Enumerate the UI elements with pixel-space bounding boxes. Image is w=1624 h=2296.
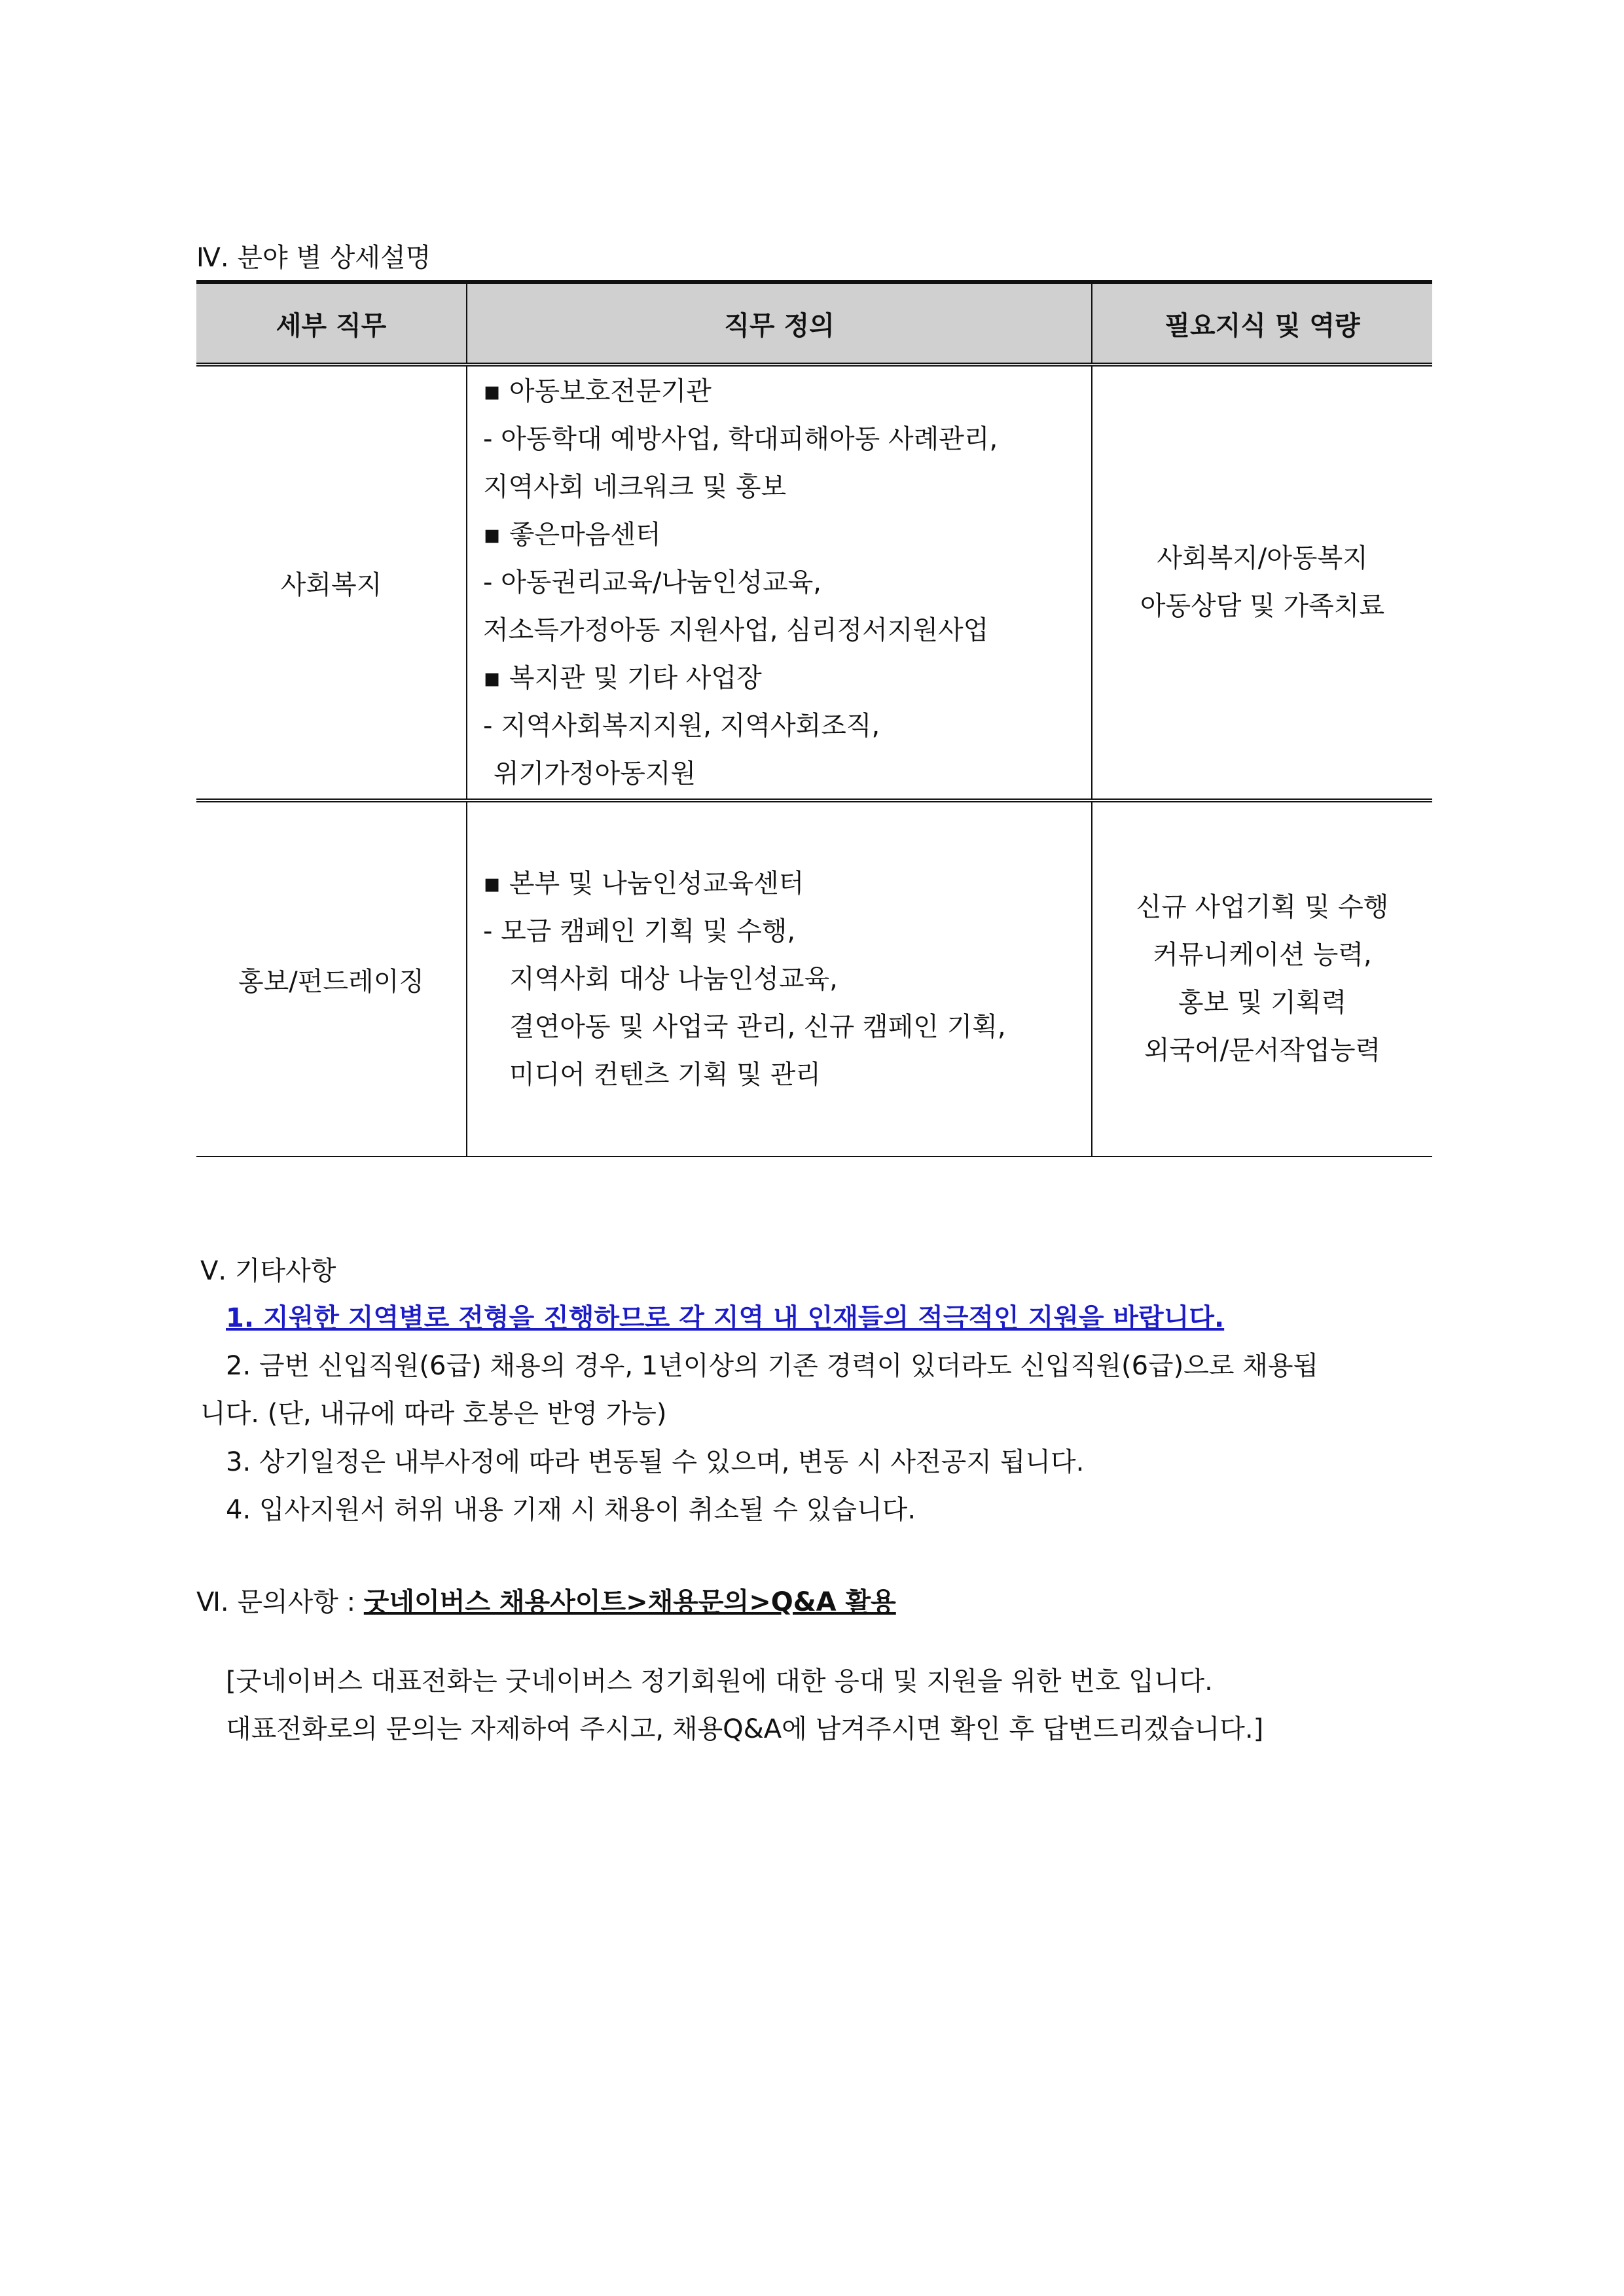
section6-title-prefix: Ⅵ. 문의사항 : (196, 1587, 364, 1617)
definition-line: - 아동학대 예방사업, 학대피해아동 사례관리, (483, 423, 998, 454)
notice-item-3: 3. 상기일정은 내부사정에 따라 변동될 수 있으며, 변동 시 사전공지 됩니다. (226, 1447, 1085, 1477)
table-row (196, 365, 1432, 800)
notice-item-4: 4. 입사지원서 허위 내용 기재 시 채용이 취소될 수 있습니다. (226, 1495, 916, 1525)
skills-line: 외국어/문서작업능력 (1144, 1035, 1381, 1066)
definition-line: - 지역사회복지지원, 지역사회조직, (483, 710, 880, 741)
definition-line: ▪ 본부 및 나눔인성교육센터 (483, 868, 804, 899)
definition-line: ▪ 아동보호전문기관 (483, 376, 712, 406)
contact-note-1: [굿네이버스 대표전화는 굿네이버스 정기회원에 대한 응대 및 지원을 위한 번호 입니다. (226, 1666, 1213, 1696)
skills-cell (1092, 800, 1432, 1157)
skills-line: 신규 사업기획 및 수행 (1136, 892, 1389, 922)
section5-title: Ⅴ. 기타사항 (200, 1256, 336, 1286)
contact-note-2: 대표전화로의 문의는 자제하여 주시고, 채용Q&A에 남겨주시면 확인 후 답변드리겠습니다.] (226, 1714, 1264, 1744)
definition-line: - 아동권리교육/나눔인성교육, (483, 567, 822, 598)
definition-line: 저소득가정아동 지원사업, 심리정서지원사업 (483, 615, 989, 645)
definition-line: ▪ 좋은마음센터 (483, 519, 661, 550)
definition-line: ▪ 복지관 및 기타 사업장 (483, 662, 762, 693)
definition-line: - 모금 캠페인 기획 및 수행, (483, 916, 796, 946)
skills-line: 사회복지/아동복지 (1157, 543, 1368, 573)
definition-cell (467, 800, 1092, 1157)
skills-line: 커뮤니케이션 능력, (1153, 940, 1372, 970)
notice-item-2-cont: 니다. (단, 내규에 따라 호봉은 반영 가능) (200, 1399, 667, 1429)
job-cell: 사회복지 (196, 365, 467, 800)
section6-title (196, 1587, 896, 1618)
header-definition: 직무 정의 (467, 282, 1092, 365)
definition-line: 미디어 컨텐츠 기획 및 관리 (509, 1059, 821, 1090)
job-detail-table (196, 280, 1432, 1157)
definition-line: 결연아동 및 사업국 관리, 신규 캠페인 기획, (509, 1011, 1006, 1042)
notice-item-1: 1. 지원한 지역별로 전형을 진행하므로 각 지역 내 인재들의 적극적인 지원을 바랍니다. (226, 1303, 1225, 1333)
recruit-site-link[interactable]: 굿네이버스 채용사이트>채용문의>Q&A 활용 (363, 1587, 896, 1617)
header-skills: 필요지식 및 역량 (1092, 282, 1432, 365)
header-job: 세부 직무 (196, 282, 467, 365)
skills-line: 홍보 및 기획력 (1178, 988, 1347, 1018)
definition-line: 위기가정아동지원 (494, 758, 696, 789)
skills-line: 아동상담 및 가족치료 (1140, 591, 1385, 621)
definition-line: 지역사회 대상 나눔인성교육, (509, 963, 838, 994)
table-header-row (196, 282, 1432, 365)
definition-line: 지역사회 네크워크 및 홍보 (483, 471, 787, 502)
skills-cell (1092, 365, 1432, 800)
definition-cell (467, 365, 1092, 800)
table-row (196, 800, 1432, 1157)
job-cell: 홍보/펀드레이징 (196, 800, 467, 1157)
notice-item-2: 2. 금번 신입직원(6급) 채용의 경우, 1년이상의 기존 경력이 있더라도 신입직원(6급)으로 채용됩 (226, 1351, 1319, 1381)
section4-title: Ⅳ. 분야 별 상세설명 (196, 243, 431, 273)
